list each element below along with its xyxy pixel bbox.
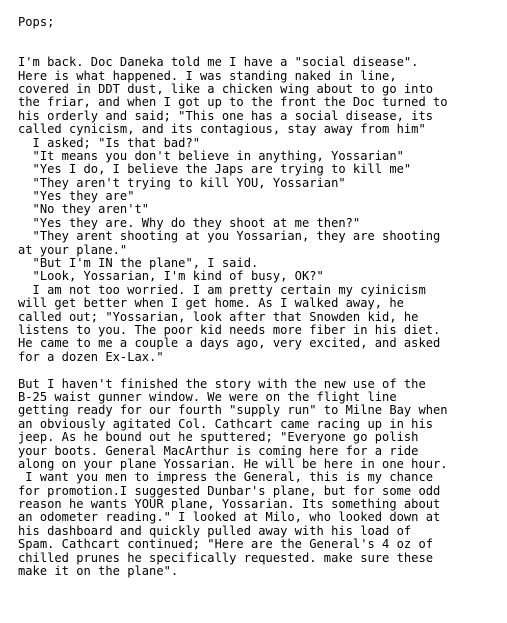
text-line: an obviously agitated Col. Cathcart came racing up in his <box>18 416 434 431</box>
text-line: I asked; "Is that bad?" <box>18 135 201 150</box>
text-line: listens to you. The poor kid needs more fiber in his diet. <box>18 322 441 337</box>
text-line: He came to me a couple a days ago, very excited, and asked <box>18 336 441 351</box>
text-line: for promotion.I suggested Dunbar's plane, but for some odd <box>18 483 441 498</box>
text-line: "Look, Yossarian, I'm kind of busy, OK?" <box>18 269 324 284</box>
text-line: Here is what happened. I was standing naked in line, <box>18 68 397 83</box>
text-line: But I haven't finished the story with the new use of the <box>18 376 426 391</box>
text-line: "No they aren't" <box>18 202 150 217</box>
text-line: I am not too worried. I am pretty certain my cyinicism <box>18 282 426 297</box>
text-line: covered in DDT dust, like a chicken wing about to go into <box>18 81 434 96</box>
text-line: getting ready for our fourth "supply run" to Milne Bay when <box>18 403 448 418</box>
text-line: "They arent shooting at you Yossarian, they are shooting <box>18 229 441 244</box>
text-line: an odometer reading." I looked at Milo, who looked down at <box>18 510 441 525</box>
text-line: reason he wants YOUR plane, Yossarian. Its something about <box>18 497 441 512</box>
text-line: your boots. General MacArthur is coming here for a ride <box>18 443 419 458</box>
text-line: his orderly and said; "This one has a social disease, its <box>18 108 434 123</box>
text-line <box>18 364 503 377</box>
text-line: "But I'm IN the plane", I said. <box>18 256 259 271</box>
text-line <box>18 43 503 56</box>
text-line: "It means you don't believe in anything, Yossarian" <box>18 148 404 163</box>
text-line: "Yes they are" <box>18 189 135 204</box>
text-line: I want you men to impress the General, this is my chance <box>18 470 434 485</box>
text-line: make it on the plane". <box>18 564 179 579</box>
text-line: jeep. As he bound out he sputtered; "Everyone go polish <box>18 430 419 445</box>
text-line: "Yes they are. Why do they shoot at me then?" <box>18 215 361 230</box>
text-line: B-25 waist gunner window. We were on the flight line <box>18 389 397 404</box>
text-line: for a dozen Ex-Lax." <box>18 349 164 364</box>
text-line <box>18 29 503 42</box>
text-line: "Yes I do, I believe the Japs are trying to kill me" <box>18 162 412 177</box>
text-line: called out; "Yossarian, look after that Snowden kid, he <box>18 309 419 324</box>
text-line: "They aren't trying to kill YOU, Yossarian" <box>18 175 346 190</box>
text-line: at your plane." <box>18 242 128 257</box>
text-line: the friar, and when I got up to the front the Doc turned to <box>18 95 448 110</box>
text-line: I'm back. Doc Daneka told me I have a "social disease". <box>18 55 419 70</box>
text-line: Pops; <box>18 15 55 29</box>
text-line: along on your plane Yossarian. He will be here in one hour. <box>18 456 448 471</box>
text-line: chilled prunes he specifically requested. make sure these <box>18 550 434 565</box>
text-line: his dashboard and quickly pulled away with his load of <box>18 523 412 538</box>
text-line: Spam. Cathcart continued; "Here are the General's 4 oz of <box>18 537 434 552</box>
letter-text <box>18 16 503 578</box>
text-line: called cynicism, and its contagious, stay away from him" <box>18 122 426 137</box>
text-line: will get better when I get home. As I walked away, he <box>18 296 404 311</box>
